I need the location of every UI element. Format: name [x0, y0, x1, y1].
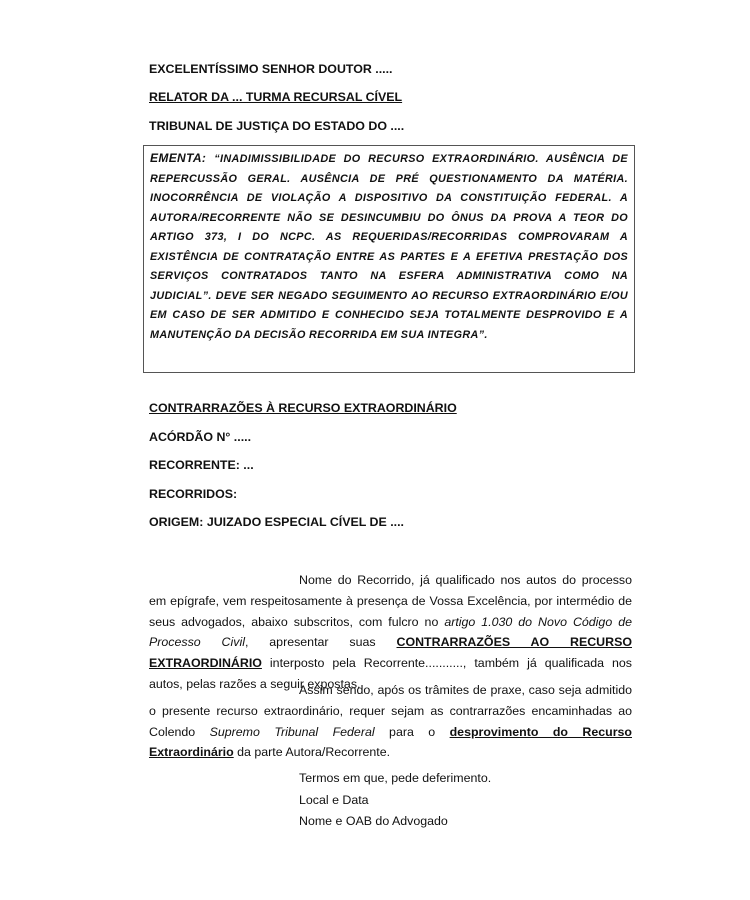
closing-request: Termos em que, pede deferimento. [299, 771, 492, 785]
paragraph-request-court: Supremo Tribunal Federal [209, 724, 375, 739]
ementa-text-part1: “INADIMISSIBILIDADE DO RECURSO EXTRAORDINÁRIO. AUSÊNCIA DE REPERCUSSÃO GERAL. AUSÊNCIA DE PRÉ QUESTIONAMENTO DA MATÉRIA. INOCORRÊNCIA DE VIOLAÇÃO A DISPOSITIVO DA CONSTITUIÇÃO FEDERAL. A AUTORA/RECORRENTE NÃO SE DESINCUMBIU DO ÔNUS DA PROVA A TEOR DO ARTIGO 373, I DO NCPC. AS REQUERIDAS/RECORRIDAS COMPROVARAM A EXISTÊNCIA DE CONTRATAÇÃO ENTRE AS PARTES E A EFETIVA PRESTAÇÃO DOS SERVIÇOS CONTRATADOS TANTO NA ESFERA ADMINISTRATIVA COMO NA JUDICIAL”. [150, 153, 628, 302]
paragraph-request [149, 680, 632, 763]
field-acordao: ACÓRDÃO N° ..... [149, 430, 252, 444]
closing-place-date: Local e Data [299, 792, 369, 807]
closing-signature: Nome e OAB do Advogado [299, 814, 448, 828]
paragraph-intro-text-b: , apresentar suas [244, 635, 376, 650]
document-title: CONTRARRAZÕES À RECURSO EXTRAORDINÁRIO [149, 401, 457, 415]
paragraph-intro-text-a: Nome do Recorrido, já qualificado nos autos do processo em epígrafe, vem respeitosamente à presença de Vossa Excelência, por intermédio de seus advogados, abaixo subscritos, com fulcro no [149, 573, 632, 629]
field-recorrente: RECORRENTE: ... [149, 458, 254, 472]
paragraph-intro [149, 570, 632, 695]
ementa-text-part2: DEVE SER NEGADO SEGUIMENTO AO RECURSO EXTRAORDINÁRIO E/OU EM CASO DE SER ADMITIDO E CONHECIDO SEJA TOTALMENTE DESPROVIDO E A MANUTENÇÃO DA DECISÃO RECORRIDA EM SUA INTEGRA”. [150, 289, 628, 341]
field-recorridos: RECORRIDOS: [149, 487, 238, 501]
paragraph-intro-text-c: interposto pela Recorrente..........., também já qualificada nos autos, pelas razões a seguir expostas. [149, 656, 632, 691]
paragraph-request-text-b: para o [389, 724, 436, 739]
paragraph-request-emphasis: desprovimento do Recurso Extraordinário [149, 724, 632, 760]
field-origem: ORIGEM: JUIZADO ESPECIAL CÍVEL DE .... [149, 515, 404, 529]
closing-block [299, 768, 491, 833]
ementa-box [143, 145, 635, 373]
court-line: TRIBUNAL DE JUSTIÇA DO ESTADO DO .... [149, 119, 405, 133]
ementa-label: EMENTA: [150, 151, 207, 165]
addressee-line: EXCELENTÍSSIMO SENHOR DOUTOR ..... [149, 62, 393, 76]
rapporteur-line: RELATOR DA ... TURMA RECURSAL CÍVEL [149, 90, 403, 104]
paragraph-request-text-c: da parte Autora/Recorrente. [237, 745, 391, 760]
paragraph-request-text-a: Assim sendo, após os trâmites de praxe, caso seja admitido o presente recurso extraordinário, requer sejam as contrarrazões encaminhadas ao Colendo [149, 683, 632, 739]
paragraph-intro-legal-basis: artigo 1.030 do Novo Código de Processo Civil [149, 614, 632, 650]
paragraph-intro-emphasis: CONTRARRAZÕES AO RECURSO EXTRAORDINÁRIO [149, 635, 632, 671]
